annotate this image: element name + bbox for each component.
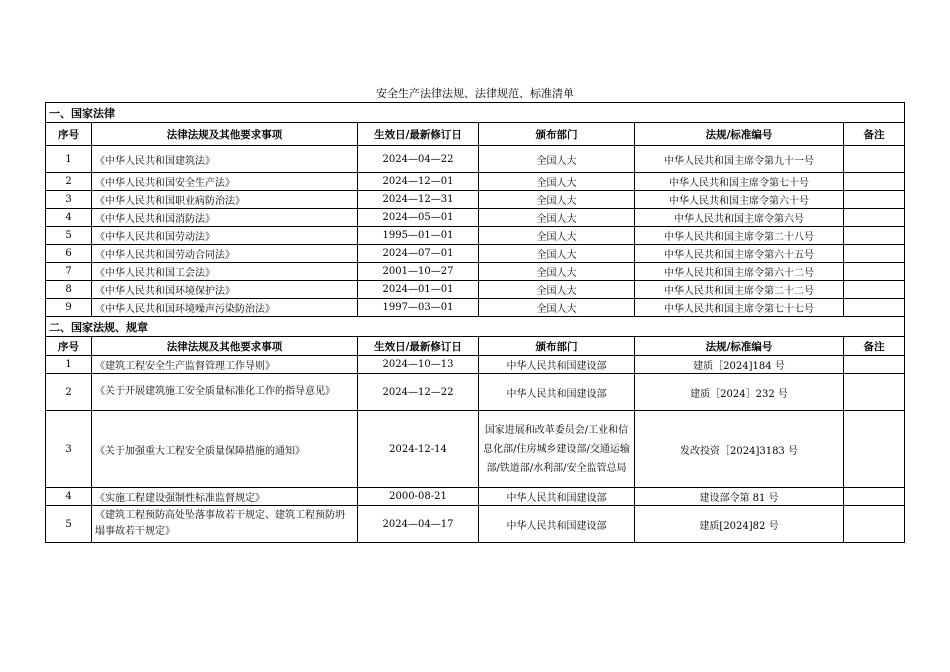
- cell-code: 中华人民共和国主席令第七十七号: [635, 299, 844, 317]
- cell-dept: 全国人大: [479, 146, 635, 173]
- cell-code: 中华人民共和国主席令第二十二号: [635, 281, 844, 299]
- cell-dept: 全国人大: [479, 245, 635, 263]
- cell-name: 《建筑工程预防高处坠落事故若干规定、建筑工程预防坍塌事故若干规定》: [92, 506, 358, 543]
- cell-date: 1997—03—01: [358, 299, 479, 317]
- table-row: [46, 281, 905, 299]
- cell-code: 建质[2024]82 号: [635, 506, 844, 543]
- cell-date: 2024—10—13: [358, 356, 479, 374]
- col-header-code: 法规/标准编号: [635, 123, 844, 146]
- cell-no: 6: [46, 245, 92, 263]
- cell-dept: 全国人大: [479, 263, 635, 281]
- cell-dept: 全国人大: [479, 209, 635, 227]
- cell-date: 2024—12—22: [358, 374, 479, 411]
- table-row: [46, 173, 905, 191]
- cell-dept: 中华人民共和国建设部: [479, 506, 635, 543]
- cell-date: 2024—12—31: [358, 191, 479, 209]
- cell-date: 2001—10—27: [358, 263, 479, 281]
- cell-code: 中华人民共和国主席令第六十号: [635, 191, 844, 209]
- col-header-name: 法律法规及其他要求事项: [92, 337, 358, 356]
- section-heading-row: [46, 103, 905, 123]
- column-header-row: [46, 123, 905, 146]
- cell-name: 《关于加强重大工程安全质量保障措施的通知》: [92, 411, 358, 488]
- col-header-no: 序号: [46, 337, 92, 356]
- cell-name: 《实施工程建设强制性标准监督规定》: [92, 488, 358, 506]
- col-header-date: 生效日/最新修订日: [358, 123, 479, 146]
- cell-name: 《中华人民共和国工会法》: [92, 263, 358, 281]
- cell-name: 《关于开展建筑施工安全质量标准化工作的指导意见》: [92, 374, 358, 411]
- cell-code: 建质［2024］232 号: [635, 374, 844, 411]
- cell-dept: 全国人大: [479, 173, 635, 191]
- table-row: [46, 411, 905, 488]
- cell-code: 建设部令第 81 号: [635, 488, 844, 506]
- table-row: [46, 146, 905, 173]
- col-header-name: 法律法规及其他要求事项: [92, 123, 358, 146]
- cell-code: 建质［2024]184 号: [635, 356, 844, 374]
- section-heading: 二、国家法规、规章: [46, 317, 905, 337]
- document-title: 安全生产法律法规、法律规范、标准清单: [376, 87, 574, 100]
- col-header-dept: 颁布部门: [479, 123, 635, 146]
- cell-code: 中华人民共和国主席令第六号: [635, 209, 844, 227]
- cell-date: 2000-08-21: [358, 488, 479, 506]
- cell-name: 《建筑工程安全生产监督管理工作导则》: [92, 356, 358, 374]
- section-heading: 一、国家法律: [46, 103, 905, 123]
- cell-no: 9: [46, 299, 92, 317]
- cell-note: [844, 227, 905, 245]
- cell-code: 中华人民共和国主席令第七十号: [635, 173, 844, 191]
- table-row: [46, 209, 905, 227]
- col-header-no: 序号: [46, 123, 92, 146]
- table-row: [46, 263, 905, 281]
- cell-note: [844, 411, 905, 488]
- cell-dept: 全国人大: [479, 191, 635, 209]
- cell-no: 3: [46, 411, 92, 488]
- cell-note: [844, 263, 905, 281]
- cell-note: [844, 191, 905, 209]
- cell-code: 中华人民共和国主席令第六十五号: [635, 245, 844, 263]
- cell-note: [844, 281, 905, 299]
- column-header-row: [46, 337, 905, 356]
- cell-code: 中华人民共和国主席令第九十一号: [635, 146, 844, 173]
- table-row: [46, 488, 905, 506]
- cell-date: 2024—05—01: [358, 209, 479, 227]
- cell-dept: 全国人大: [479, 227, 635, 245]
- cell-no: 7: [46, 263, 92, 281]
- cell-name: 《中华人民共和国环境保护法》: [92, 281, 358, 299]
- table-row: [46, 245, 905, 263]
- cell-date: 2024—04—17: [358, 506, 479, 543]
- cell-note: [844, 146, 905, 173]
- cell-date: 2024—07—01: [358, 245, 479, 263]
- cell-note: [844, 209, 905, 227]
- cell-dept: 全国人大: [479, 281, 635, 299]
- cell-no: 1: [46, 356, 92, 374]
- table-row: [46, 506, 905, 543]
- cell-note: [844, 299, 905, 317]
- cell-name: 《中华人民共和国劳动合同法》: [92, 245, 358, 263]
- cell-code: 中华人民共和国主席令第二十八号: [635, 227, 844, 245]
- cell-date: 1995—01—01: [358, 227, 479, 245]
- cell-note: [844, 488, 905, 506]
- cell-note: [844, 173, 905, 191]
- cell-dept: 中华人民共和国建设部: [479, 374, 635, 411]
- cell-no: 2: [46, 374, 92, 411]
- cell-name: 《中华人民共和国建筑法》: [92, 146, 358, 173]
- table-row: [46, 191, 905, 209]
- cell-code: 中华人民共和国主席令第六十二号: [635, 263, 844, 281]
- col-header-code: 法规/标准编号: [635, 337, 844, 356]
- cell-no: 4: [46, 209, 92, 227]
- cell-dept: 全国人大: [479, 299, 635, 317]
- table-row: [46, 356, 905, 374]
- col-header-note: 备注: [844, 337, 905, 356]
- cell-dept: 国家进展和改革委员会/工业和信息化部/住房城乡建设部/交通运输 部/铁道部/水利部/安全监管总局: [479, 411, 635, 488]
- cell-note: [844, 374, 905, 411]
- cell-code: 发改投资［2024]3183 号: [635, 411, 844, 488]
- cell-no: 3: [46, 191, 92, 209]
- cell-date: 2024—04—22: [358, 146, 479, 173]
- table-row: [46, 299, 905, 317]
- cell-note: [844, 506, 905, 543]
- cell-name: 《中华人民共和国劳动法》: [92, 227, 358, 245]
- cell-note: [844, 356, 905, 374]
- cell-no: 2: [46, 173, 92, 191]
- section-heading-row: [46, 317, 905, 337]
- cell-date: 2024-12-14: [358, 411, 479, 488]
- cell-name: 《中华人民共和国环境噪声污染防治法》: [92, 299, 358, 317]
- cell-no: 5: [46, 227, 92, 245]
- col-header-note: 备注: [844, 123, 905, 146]
- col-header-dept: 颁布部门: [479, 337, 635, 356]
- cell-no: 4: [46, 488, 92, 506]
- col-header-date: 生效日/最新修订日: [358, 337, 479, 356]
- cell-name: 《中华人民共和国安全生产法》: [92, 173, 358, 191]
- cell-date: 2024—01—01: [358, 281, 479, 299]
- cell-no: 5: [46, 506, 92, 543]
- cell-name: 《中华人民共和国职业病防治法》: [92, 191, 358, 209]
- cell-note: [844, 245, 905, 263]
- cell-no: 8: [46, 281, 92, 299]
- cell-dept: 中华人民共和国建设部: [479, 488, 635, 506]
- cell-no: 1: [46, 146, 92, 173]
- regulations-table: [45, 102, 905, 543]
- table-row: [46, 227, 905, 245]
- table-row: [46, 374, 905, 411]
- cell-dept: 中华人民共和国建设部: [479, 356, 635, 374]
- cell-name: 《中华人民共和国消防法》: [92, 209, 358, 227]
- cell-date: 2024—12—01: [358, 173, 479, 191]
